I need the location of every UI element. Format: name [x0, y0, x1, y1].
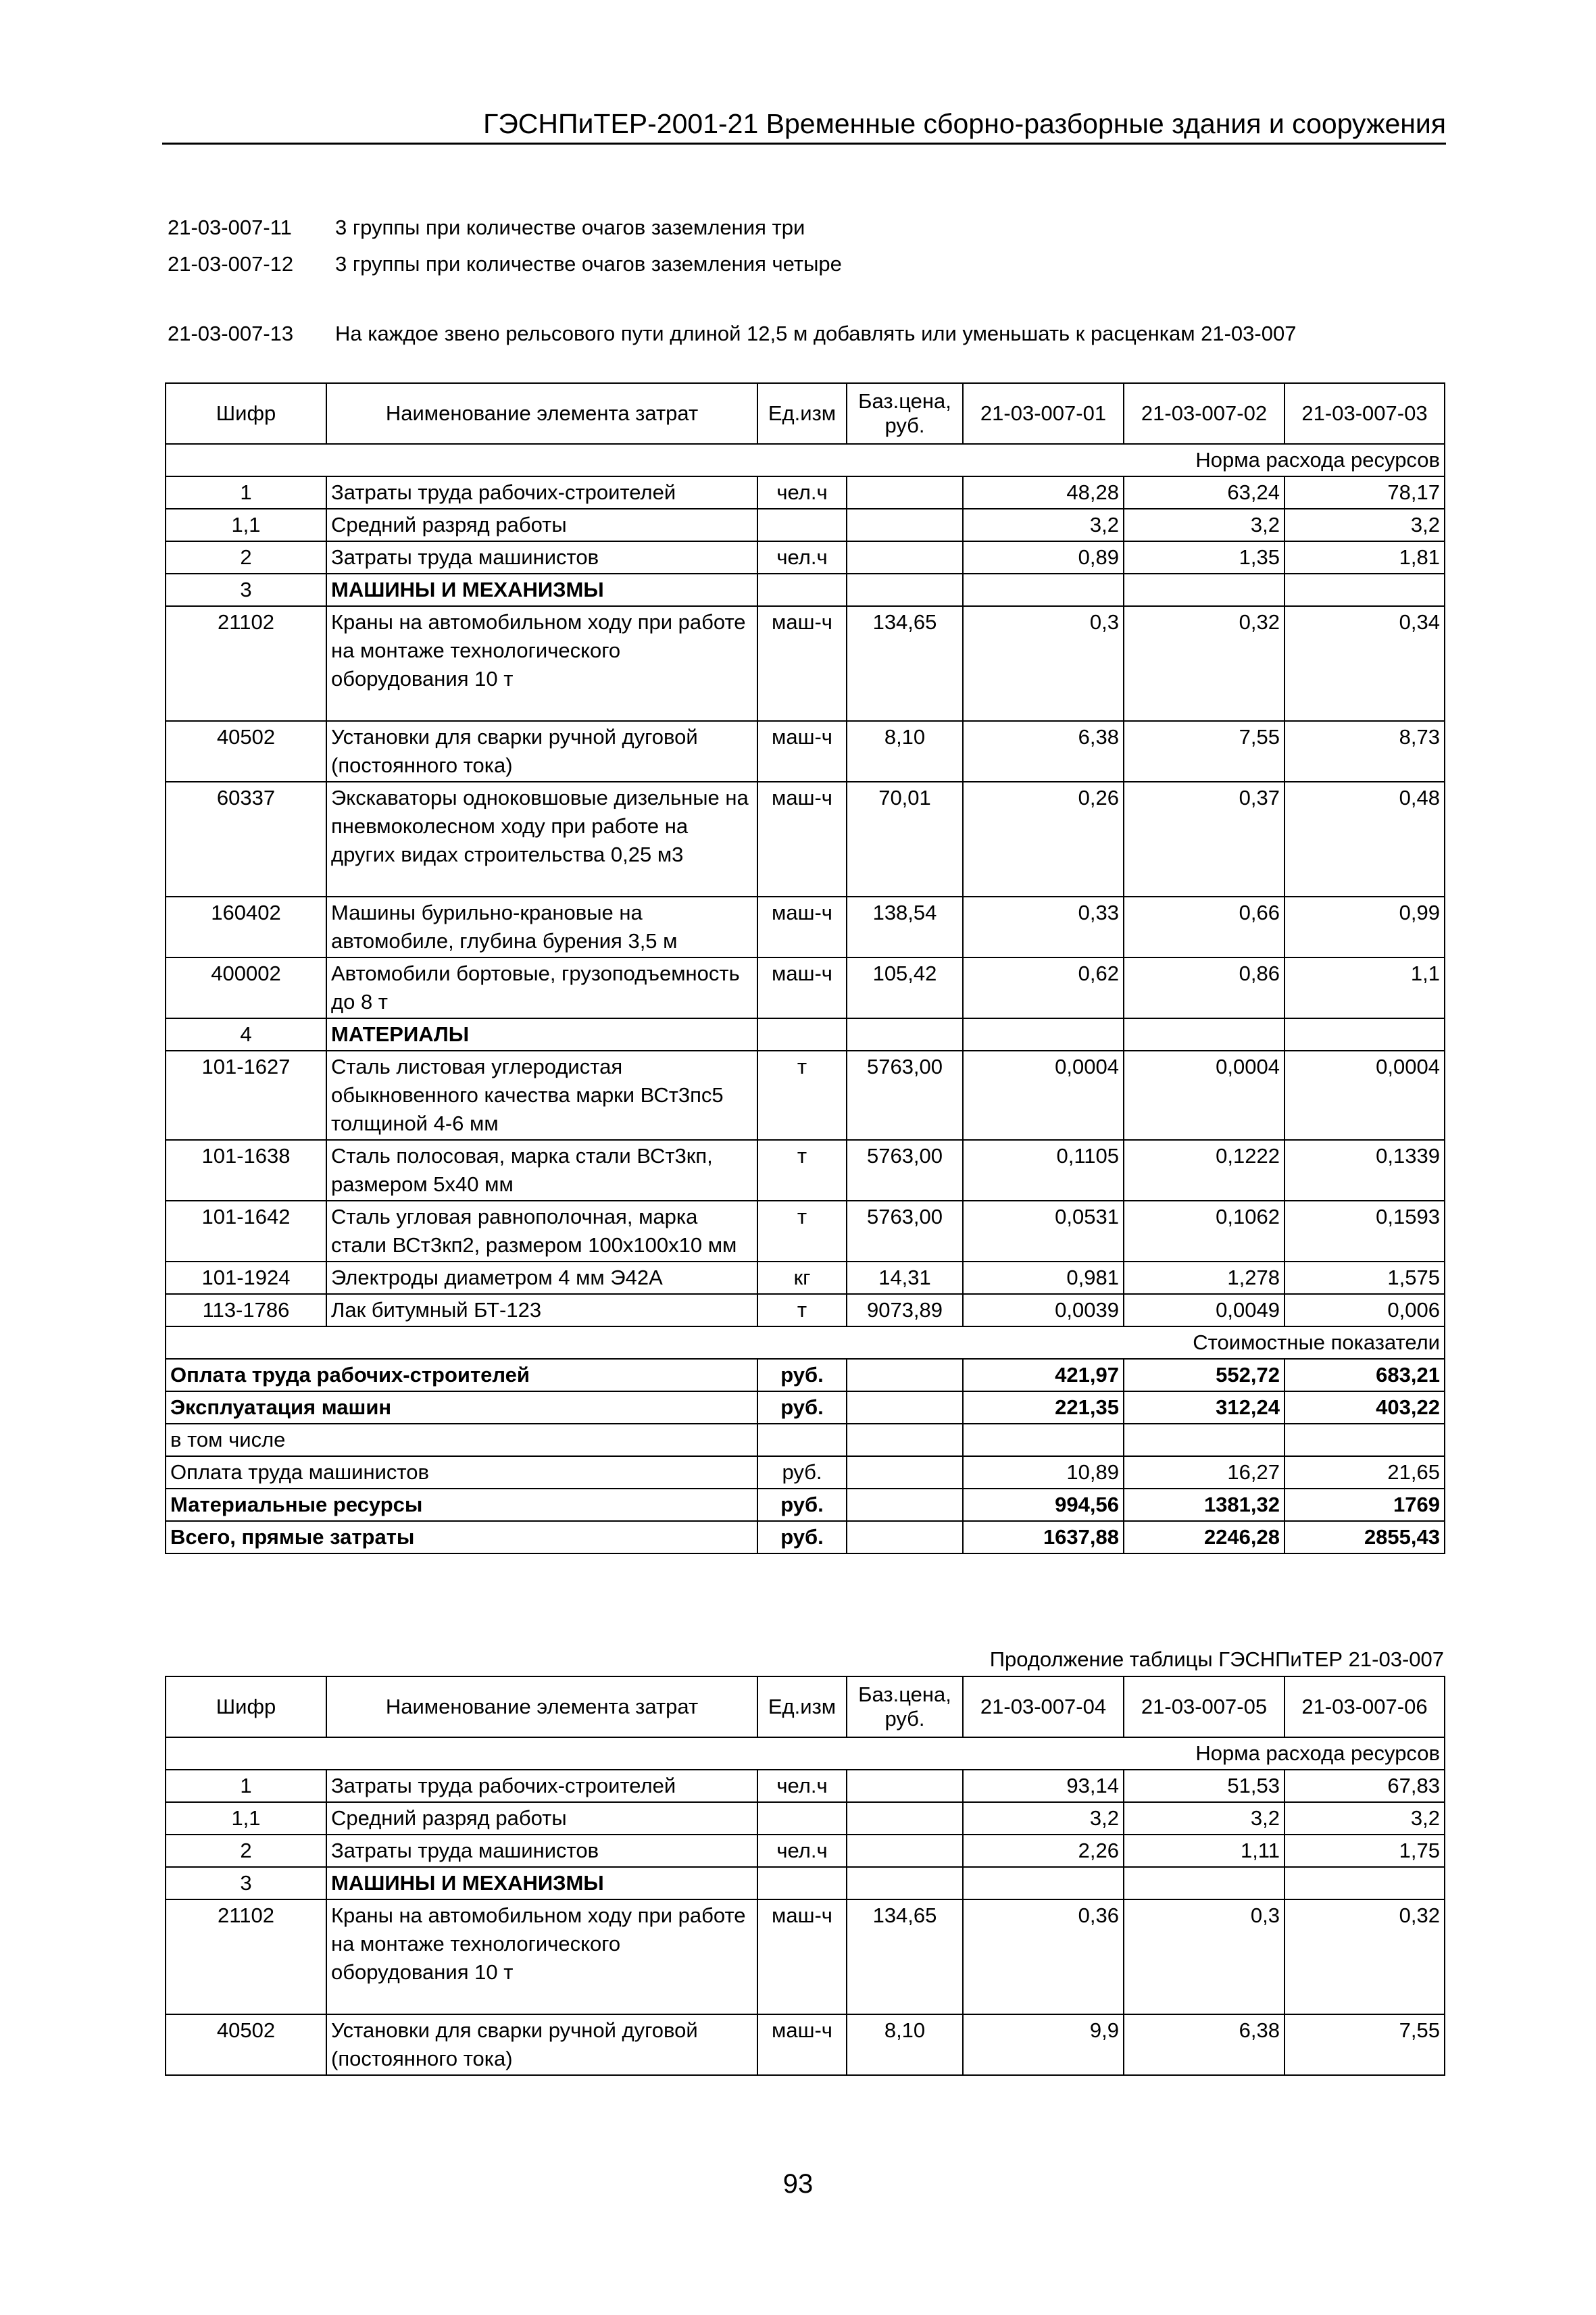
resource-unit: т	[757, 1051, 847, 1140]
cost-value: 683,21	[1285, 1359, 1445, 1391]
resource-table-1	[165, 382, 1445, 1554]
header-row	[166, 383, 1445, 444]
section-row	[166, 1326, 1445, 1359]
resource-code: 21102	[166, 606, 326, 721]
code-id: 21-03-007-13	[168, 322, 294, 345]
resource-value: 0,1593	[1285, 1201, 1445, 1262]
resource-name: Лак битумный БТ-123	[326, 1294, 757, 1326]
table-row	[166, 1051, 1445, 1140]
resource-value: 63,24	[1124, 476, 1285, 509]
resource-value	[1124, 1867, 1285, 1899]
norm-label: Норма расхода ресурсов	[166, 1737, 1445, 1770]
resource-value: 1,35	[1124, 541, 1285, 574]
resource-value: 0,3	[963, 606, 1124, 721]
resource-value: 0,36	[963, 1899, 1124, 2014]
resource-value: 0,0004	[963, 1051, 1124, 1140]
cost-value: 312,24	[1124, 1391, 1285, 1424]
resource-value: 0,86	[1124, 957, 1285, 1018]
resource-name: Машины бурильно-крановые на автомобиле, глубина бурения 3,5 м	[326, 897, 757, 957]
cost-row	[166, 1391, 1445, 1424]
resource-value	[1124, 574, 1285, 606]
resource-value: 0,3	[1124, 1899, 1285, 2014]
cost-value: 2246,28	[1124, 1521, 1285, 1553]
resource-value	[1285, 574, 1445, 606]
resource-code: 40502	[166, 721, 326, 782]
column-header-name: Наименование элемента затрат	[326, 383, 757, 444]
resource-value: 0,006	[1285, 1294, 1445, 1326]
resource-value: 48,28	[963, 476, 1124, 509]
resource-code: 101-1627	[166, 1051, 326, 1140]
resource-value: 93,14	[963, 1770, 1124, 1802]
resource-value: 3,2	[1124, 1802, 1285, 1835]
resource-name: Сталь листовая углеродистая обыкновенного качества марки ВСт3пс5 толщиной 4-6 мм	[326, 1051, 757, 1140]
code-description: 3 группы при количестве очагов заземления три	[335, 216, 805, 239]
resource-code: 101-1924	[166, 1262, 326, 1294]
resource-value: 3,2	[1124, 509, 1285, 541]
resource-table-2	[165, 1676, 1445, 2076]
resource-value	[1285, 1867, 1445, 1899]
resource-code: 1	[166, 476, 326, 509]
resource-price: 105,42	[847, 957, 963, 1018]
table-row	[166, 957, 1445, 1018]
resource-name: Сталь угловая равнополочная, марка стали ВСт3кп2, размером 100х100х10 мм	[326, 1201, 757, 1262]
resource-price: 5763,00	[847, 1051, 963, 1140]
header-row	[166, 1676, 1445, 1737]
resource-name: Экскаваторы одноковшовые дизельные на пневмоколесном ходу при работе на других видах строительства 0,25 м3	[326, 782, 757, 897]
resource-price	[847, 476, 963, 509]
resource-unit	[757, 1018, 847, 1051]
table-row	[166, 574, 1445, 606]
resource-value: 0,0049	[1124, 1294, 1285, 1326]
resource-name: Установки для сварки ручной дуговой (постоянного тока)	[326, 2014, 757, 2075]
code-row	[168, 246, 842, 282]
resource-code: 101-1642	[166, 1201, 326, 1262]
cost-unit: руб.	[757, 1489, 847, 1521]
cost-unit: руб.	[757, 1359, 847, 1391]
resource-name: Затраты труда машинистов	[326, 541, 757, 574]
resource-value	[1285, 1018, 1445, 1051]
page-number: 93	[782, 2169, 814, 2199]
resource-code: 160402	[166, 897, 326, 957]
table-row	[166, 1018, 1445, 1051]
resource-price: 8,10	[847, 721, 963, 782]
column-header-name: Наименование элемента затрат	[326, 1676, 757, 1737]
cost-row	[166, 1521, 1445, 1553]
resource-value: 3,2	[1285, 509, 1445, 541]
cost-value: 1769	[1285, 1489, 1445, 1521]
cost-value: 552,72	[1124, 1359, 1285, 1391]
cost-name: Материальные ресурсы	[166, 1489, 757, 1521]
table-row	[166, 1867, 1445, 1899]
cost-name: Эксплуатация машин	[166, 1391, 757, 1424]
resource-unit: маш-ч	[757, 721, 847, 782]
resource-unit	[757, 1802, 847, 1835]
resource-value: 7,55	[1124, 721, 1285, 782]
column-header-rate: 21-03-007-02	[1124, 383, 1285, 444]
table-row	[166, 897, 1445, 957]
cost-row	[166, 1424, 1445, 1456]
table-row	[166, 476, 1445, 509]
resource-unit	[757, 1867, 847, 1899]
resource-value: 6,38	[963, 721, 1124, 782]
table-row	[166, 2014, 1445, 2075]
resource-value	[1124, 1018, 1285, 1051]
cost-row	[166, 1456, 1445, 1489]
resource-code: 2	[166, 541, 326, 574]
resource-value: 1,575	[1285, 1262, 1445, 1294]
cost-value: 1637,88	[963, 1521, 1124, 1553]
resource-price: 5763,00	[847, 1201, 963, 1262]
resource-value: 0,34	[1285, 606, 1445, 721]
resource-value: 3,2	[963, 509, 1124, 541]
code-description: 3 группы при количестве очагов заземления четыре	[335, 252, 842, 276]
resource-value: 7,55	[1285, 2014, 1445, 2075]
cost-value: 994,56	[963, 1489, 1124, 1521]
resource-value: 0,0004	[1285, 1051, 1445, 1140]
resource-code: 101-1638	[166, 1140, 326, 1201]
resource-value: 1,278	[1124, 1262, 1285, 1294]
resource-name: Сталь полосовая, марка стали ВСт3кп, размером 5х40 мм	[326, 1140, 757, 1201]
resource-value	[963, 1018, 1124, 1051]
resource-price	[847, 1018, 963, 1051]
table-row	[166, 509, 1445, 541]
resource-code: 2	[166, 1835, 326, 1867]
resource-name: Краны на автомобильном ходу при работе на монтаже технологического оборудования 10 т	[326, 1899, 757, 2014]
resource-unit: т	[757, 1140, 847, 1201]
resource-price: 9073,89	[847, 1294, 963, 1326]
cost-price	[847, 1359, 963, 1391]
resource-value: 0,1062	[1124, 1201, 1285, 1262]
resource-value: 0,62	[963, 957, 1124, 1018]
resource-value: 8,73	[1285, 721, 1445, 782]
resource-value: 0,981	[963, 1262, 1124, 1294]
resource-value: 0,99	[1285, 897, 1445, 957]
cost-row	[166, 1359, 1445, 1391]
table-row	[166, 1899, 1445, 2014]
resource-name: Средний разряд работы	[326, 1802, 757, 1835]
resource-price: 5763,00	[847, 1140, 963, 1201]
resource-value: 67,83	[1285, 1770, 1445, 1802]
table-row	[166, 1262, 1445, 1294]
resource-code: 400002	[166, 957, 326, 1018]
cost-value: 1381,32	[1124, 1489, 1285, 1521]
section-row	[166, 444, 1445, 476]
cost-price	[847, 1489, 963, 1521]
column-header-code: Шифр	[166, 1676, 326, 1737]
cost-unit	[757, 1424, 847, 1456]
code-row	[168, 316, 1296, 352]
column-header-unit: Ед.изм	[757, 383, 847, 444]
resource-name: МАШИНЫ И МЕХАНИЗМЫ	[326, 574, 757, 606]
resource-value: 0,0004	[1124, 1051, 1285, 1140]
cost-price	[847, 1391, 963, 1424]
resource-value: 0,37	[1124, 782, 1285, 897]
resource-unit: чел.ч	[757, 1770, 847, 1802]
resource-code: 40502	[166, 2014, 326, 2075]
resource-name: МАШИНЫ И МЕХАНИЗМЫ	[326, 1867, 757, 1899]
table-row	[166, 606, 1445, 721]
resource-unit: т	[757, 1201, 847, 1262]
resource-value	[963, 574, 1124, 606]
section-row	[166, 1737, 1445, 1770]
resource-value: 1,11	[1124, 1835, 1285, 1867]
column-header-rate: 21-03-007-05	[1124, 1676, 1285, 1737]
cost-unit: руб.	[757, 1391, 847, 1424]
resource-unit	[757, 509, 847, 541]
cost-name: Всего, прямые затраты	[166, 1521, 757, 1553]
cost-name: в том числе	[166, 1424, 757, 1456]
resource-price: 134,65	[847, 1899, 963, 2014]
cost-value	[1124, 1424, 1285, 1456]
resource-price	[847, 1802, 963, 1835]
norm-label: Норма расхода ресурсов	[166, 444, 1445, 476]
resource-value: 51,53	[1124, 1770, 1285, 1802]
resource-unit: чел.ч	[757, 476, 847, 509]
resource-price: 134,65	[847, 606, 963, 721]
resource-unit: маш-ч	[757, 897, 847, 957]
resource-code: 3	[166, 574, 326, 606]
resource-price	[847, 574, 963, 606]
resource-code: 4	[166, 1018, 326, 1051]
cost-row	[166, 1489, 1445, 1521]
resource-unit: маш-ч	[757, 957, 847, 1018]
resource-name: Затраты труда машинистов	[326, 1835, 757, 1867]
column-header-price: Баз.цена, руб.	[847, 1676, 963, 1737]
resource-price	[847, 509, 963, 541]
table-row	[166, 1201, 1445, 1262]
resource-price: 14,31	[847, 1262, 963, 1294]
resource-name: Установки для сварки ручной дуговой (постоянного тока)	[326, 721, 757, 782]
resource-code: 3	[166, 1867, 326, 1899]
code-description: На каждое звено рельсового пути длиной 12,5 м добавлять или уменьшать к расценкам 21-03-007	[335, 322, 1297, 345]
resource-value: 0,1339	[1285, 1140, 1445, 1201]
resource-value: 1,1	[1285, 957, 1445, 1018]
resource-name: Электроды диаметром 4 мм Э42А	[326, 1262, 757, 1294]
column-header-code: Шифр	[166, 383, 326, 444]
resource-value: 1,75	[1285, 1835, 1445, 1867]
cost-value	[963, 1424, 1124, 1456]
table-row	[166, 1802, 1445, 1835]
resource-unit: кг	[757, 1262, 847, 1294]
column-header-rate: 21-03-007-04	[963, 1676, 1124, 1737]
resource-value: 6,38	[1124, 2014, 1285, 2075]
resource-name: Краны на автомобильном ходу при работе на монтаже технологического оборудования 10 т	[326, 606, 757, 721]
cost-unit: руб.	[757, 1521, 847, 1553]
resource-code: 21102	[166, 1899, 326, 2014]
resource-unit: чел.ч	[757, 1835, 847, 1867]
resource-value: 0,1105	[963, 1140, 1124, 1201]
cost-value: 21,65	[1285, 1456, 1445, 1489]
resource-value: 0,0531	[963, 1201, 1124, 1262]
cost-value	[1285, 1424, 1445, 1456]
continuation-caption: Продолжение таблицы ГЭСНПиТЕР 21-03-007	[989, 1647, 1444, 1671]
resource-name: Затраты труда рабочих-строителей	[326, 476, 757, 509]
resource-unit: маш-ч	[757, 1899, 847, 2014]
resource-value: 3,2	[1285, 1802, 1445, 1835]
code-id: 21-03-007-11	[168, 216, 292, 239]
column-header-unit: Ед.изм	[757, 1676, 847, 1737]
table-row	[166, 541, 1445, 574]
cost-name: Оплата труда рабочих-строителей	[166, 1359, 757, 1391]
resource-code: 1,1	[166, 1802, 326, 1835]
resource-price: 138,54	[847, 897, 963, 957]
column-header-rate: 21-03-007-06	[1285, 1676, 1445, 1737]
cost-value: 403,22	[1285, 1391, 1445, 1424]
column-header-rate: 21-03-007-01	[963, 383, 1124, 444]
resource-value	[963, 1867, 1124, 1899]
resource-name: Автомобили бортовые, грузоподъемность до 8 т	[326, 957, 757, 1018]
resource-unit	[757, 574, 847, 606]
resource-value: 1,81	[1285, 541, 1445, 574]
column-header-price: Баз.цена, руб.	[847, 383, 963, 444]
resource-price	[847, 541, 963, 574]
code-row	[168, 209, 842, 246]
cost-value: 221,35	[963, 1391, 1124, 1424]
resource-value: 0,1222	[1124, 1140, 1285, 1201]
resource-code: 1	[166, 1770, 326, 1802]
addition-note	[168, 316, 1296, 352]
resource-unit: т	[757, 1294, 847, 1326]
table-row	[166, 782, 1445, 897]
resource-code: 60337	[166, 782, 326, 897]
cost-price	[847, 1424, 963, 1456]
resource-value: 0,32	[1124, 606, 1285, 721]
resource-value: 2,26	[963, 1835, 1124, 1867]
resource-value: 0,89	[963, 541, 1124, 574]
resource-price	[847, 1867, 963, 1899]
resource-code: 1,1	[166, 509, 326, 541]
resource-name: Средний разряд работы	[326, 509, 757, 541]
code-list	[168, 209, 842, 282]
resource-value: 0,32	[1285, 1899, 1445, 2014]
table-row	[166, 1835, 1445, 1867]
cost-value: 421,97	[963, 1359, 1124, 1391]
resource-price: 8,10	[847, 2014, 963, 2075]
resource-value: 0,48	[1285, 782, 1445, 897]
column-header-rate: 21-03-007-03	[1285, 383, 1445, 444]
resource-name: МАТЕРИАЛЫ	[326, 1018, 757, 1051]
cost-value: 16,27	[1124, 1456, 1285, 1489]
resource-price	[847, 1770, 963, 1802]
resource-name: Затраты труда рабочих-строителей	[326, 1770, 757, 1802]
resource-value: 9,9	[963, 2014, 1124, 2075]
resource-unit: чел.ч	[757, 541, 847, 574]
cost-label: Стоимостные показатели	[166, 1326, 1445, 1359]
table-row	[166, 1770, 1445, 1802]
running-header: ГЭСНПиТЕР-2001-21 Временные сборно-разборные здания и сооружения	[162, 108, 1446, 145]
resource-unit: маш-ч	[757, 782, 847, 897]
table-row	[166, 1294, 1445, 1326]
resource-value: 0,26	[963, 782, 1124, 897]
cost-name: Оплата труда машинистов	[166, 1456, 757, 1489]
resource-value: 0,0039	[963, 1294, 1124, 1326]
cost-price	[847, 1521, 963, 1553]
resource-value: 78,17	[1285, 476, 1445, 509]
resource-unit: маш-ч	[757, 2014, 847, 2075]
table-row	[166, 721, 1445, 782]
cost-unit: руб.	[757, 1456, 847, 1489]
code-id: 21-03-007-12	[168, 252, 294, 276]
resource-value: 0,66	[1124, 897, 1285, 957]
cost-value: 2855,43	[1285, 1521, 1445, 1553]
cost-price	[847, 1456, 963, 1489]
resource-unit: маш-ч	[757, 606, 847, 721]
resource-code: 113-1786	[166, 1294, 326, 1326]
table-row	[166, 1140, 1445, 1201]
resource-value: 3,2	[963, 1802, 1124, 1835]
resource-value: 0,33	[963, 897, 1124, 957]
resource-price	[847, 1835, 963, 1867]
resource-price: 70,01	[847, 782, 963, 897]
cost-value: 10,89	[963, 1456, 1124, 1489]
